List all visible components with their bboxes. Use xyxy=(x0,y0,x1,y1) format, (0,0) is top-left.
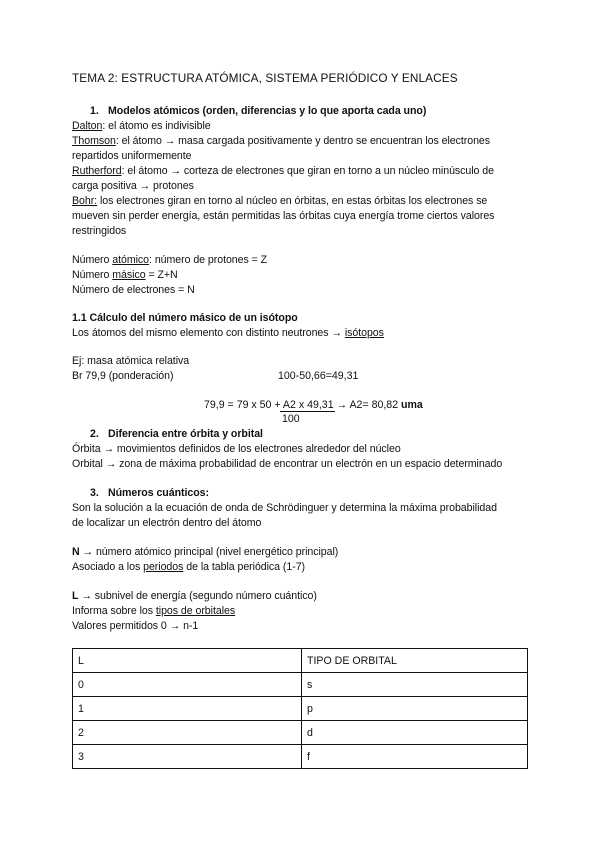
section-3-heading xyxy=(90,486,209,500)
table-header-cell: TIPO DE ORBITAL xyxy=(302,649,528,673)
quantum-intro-1: Son la solución a la ecuación de onda de Schrödinguer y determina la máxima probabilidad xyxy=(72,502,497,514)
equation-numerator: x 50 + A2 x 49 xyxy=(251,399,319,411)
rutherford-text: : el átomo → corteza de electrones que giran en torno a un núcleo minúsculo de xyxy=(121,165,494,177)
mass-number-term: másico xyxy=(112,269,146,281)
l-definition xyxy=(72,589,317,603)
bohr-line xyxy=(72,194,487,208)
section-1-heading xyxy=(90,104,426,118)
n-assoc-suffix: de la tabla periódica (1-7) xyxy=(183,561,306,573)
orbital-definition: Orbital → zona de máxima probabilidad de encontrar un electrón en un espacio determinado xyxy=(72,458,503,470)
n-assoc-prefix: Asociado a los xyxy=(72,561,144,573)
l-info-prefix: Informa sobre los xyxy=(72,605,156,617)
quantum-intro-2: de localizar un electrón dentro del átomo xyxy=(72,517,262,529)
table-cell: s xyxy=(302,673,528,697)
l-letter: L xyxy=(72,590,79,602)
n-association xyxy=(72,560,305,574)
mass-number-def xyxy=(72,268,178,282)
n-assoc-term: periodos xyxy=(143,561,184,573)
thomson-name: Thomson xyxy=(72,135,116,147)
atomic-number-term: atómico xyxy=(112,254,150,266)
mass-number-prefix: Número xyxy=(72,269,113,281)
atomic-number-text: : número de protones = Z xyxy=(149,254,268,266)
rutherford-continuation: carga positiva → protones xyxy=(72,180,194,192)
table-row xyxy=(73,745,528,769)
table-cell: 3 xyxy=(73,745,302,769)
equation-lhs: 79,9 = 79 xyxy=(204,399,252,411)
section-1-number: 1. xyxy=(90,105,99,117)
l-info-term: tipos de orbitales xyxy=(155,605,236,617)
section-3-title: Números cuánticos: xyxy=(108,487,209,499)
table-row xyxy=(73,721,528,745)
orbital-table xyxy=(72,648,528,769)
dalton-line xyxy=(72,119,211,133)
n-letter: N xyxy=(72,546,80,558)
document-title: TEMA 2: ESTRUCTURA ATÓMICA, SISTEMA PERIÓDICO Y ENLACES xyxy=(72,71,458,85)
section-2-title: Diferencia entre órbita y orbital xyxy=(108,428,263,440)
thomson-continuation: repartidos uniformemente xyxy=(72,150,192,162)
thomson-line xyxy=(72,134,490,148)
dalton-name: Dalton xyxy=(72,120,103,132)
rutherford-name: Rutherford xyxy=(72,165,122,177)
bohr-name: Bohr: xyxy=(72,195,98,207)
rutherford-line xyxy=(72,164,494,178)
isotopes-term: isótopos xyxy=(344,327,384,339)
mass-number-text: = Z+N xyxy=(145,269,178,281)
equation-result: ,31 → A2= 80,82 xyxy=(318,399,402,411)
electron-number-def: Número de electrones = N xyxy=(72,284,195,296)
section-1-title: Modelos atómicos (orden, diferencias y lo que aporta cada uno) xyxy=(108,105,427,117)
section-3-number: 3. xyxy=(90,487,99,499)
isotopes-line xyxy=(72,326,384,340)
percentage-calc: 100-50,66=49,31 xyxy=(278,370,359,382)
l-text: → subnivel de energía (segundo número cuántico) xyxy=(78,590,317,602)
table-header-cell: L xyxy=(73,649,302,673)
mass-equation xyxy=(204,398,423,412)
table-cell: 0 xyxy=(73,673,302,697)
n-text: → número atómico principal (nivel energético principal) xyxy=(79,546,339,558)
equation-unit: uma xyxy=(401,399,423,411)
section-2-heading xyxy=(90,427,263,441)
equation-denominator: 100 xyxy=(282,413,300,425)
table-cell: p xyxy=(302,697,528,721)
atomic-number-def xyxy=(72,253,267,267)
section-1-1-heading: 1.1 Cálculo del número másico de un isótopo xyxy=(72,312,298,324)
table-cell: d xyxy=(302,721,528,745)
table-cell: 1 xyxy=(73,697,302,721)
section-2-number: 2. xyxy=(90,428,99,440)
bohr-text: los electrones giran en torno al núcleo en órbitas, en estas órbitas los electrones se xyxy=(97,195,488,207)
table-cell: 2 xyxy=(73,721,302,745)
l-info xyxy=(72,604,235,618)
l-values: Valores permitidos 0 → n-1 xyxy=(72,620,199,632)
table-row xyxy=(73,673,528,697)
bohr-continuation-2: restringidos xyxy=(72,225,127,237)
n-definition xyxy=(72,545,338,559)
table-row xyxy=(73,697,528,721)
table-cell: f xyxy=(302,745,528,769)
atomic-number-prefix: Número xyxy=(72,254,113,266)
isotopes-text: Los átomos del mismo elemento con distinto neutrones → xyxy=(72,327,345,339)
table-header-row xyxy=(73,649,528,673)
orbita-definition: Órbita → movimientos definidos de los electrones alrededor del núcleo xyxy=(72,443,401,455)
thomson-text: : el átomo → masa cargada positivamente y dentro se encuentran los electrones xyxy=(115,135,491,147)
example-line: Ej: masa atómica relativa xyxy=(72,355,190,367)
bohr-continuation-1: mueven sin perder energía, están permitidas las órbitas cuya energía trome ciertos valores xyxy=(72,210,495,222)
dalton-text: : el átomo es indivisible xyxy=(102,120,211,132)
bromine-line: Br 79,9 (ponderación) xyxy=(72,370,174,382)
